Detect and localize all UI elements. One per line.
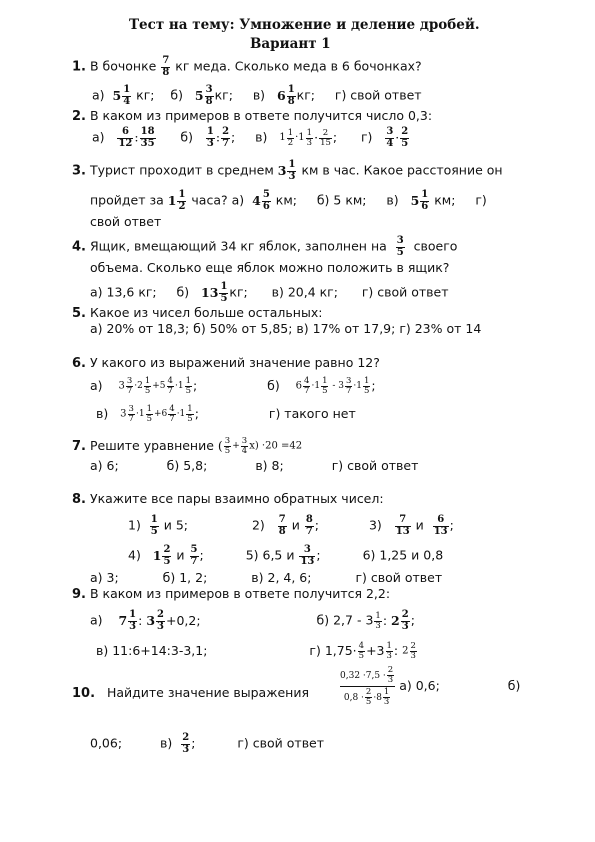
- answers-9-row1: а) 7 $\frac{1}{3}$ : 3 $\frac{2}{3}$ +0,2; б) 2,7 - 3 $\frac{1}{3}$ : 2 $\frac{2}{3}$ ;: [90, 609, 415, 632]
- answers-7: а) 6; б) 5,8; в) 8; г) свой ответ: [90, 458, 419, 473]
- answers-2: а) $\frac{6}{12}$ : $\frac{18}{35}$ б) $\frac{1}{3}$ : $\frac{2}{7}$ ; в) 1 $\frac{1}{2}$ ·1 $\frac{1}{3}$ · $\frac{2}{15}$ ; г) $\frac{3}{4}$ · $\frac{2}{5}$: [92, 126, 409, 149]
- answer-option: г) свой ответ: [334, 87, 422, 103]
- answer-label: а): [92, 87, 105, 103]
- q10-expression: 0,32 ·7,5 · $\frac{2}{3}$ 0,8 · $\frac{2}{5}$ ·8 $\frac{1}{3}$ а) 0,6; б): [340, 665, 521, 707]
- answers-8: а) 3; б) 1, 2; в) 2, 4, 6; г) свой ответ: [90, 570, 443, 585]
- question-10: 10. Найдите значение выражения: [72, 685, 309, 701]
- answers-9-row2: в) 11:6+14:3-3,1; г) 1,75· $\frac{4}{5}$ +3 $\frac{1}{3}$ : 2 $\frac{2}{3}$: [96, 641, 416, 661]
- answers-5: а) 20% от 18,3; б) 50% от 5,85; в) 17% от 17,9; г) 23% от 14: [90, 321, 482, 336]
- question-4-line2: объема. Сколько еще яблок можно положить в ящик?: [90, 260, 450, 275]
- answers-8-row2: 4) 1 $\frac{2}{5}$ и $\frac{5}{7}$ ; 5) 6,5 и $\frac{3}{13}$ ; 6) 1,25 и 0,8: [128, 544, 444, 567]
- answers-10-row2: 0,06; в) $\frac{2}{3}$ ; г) свой ответ: [90, 732, 325, 755]
- question-3-line2: пройдет за 1 $\frac{1}{2}$ часа? а) 4 $\frac{5}{6}$ км; б) 5 км; в) 5 $\frac{1}{6}$ км; г): [90, 189, 487, 212]
- question-7: 7. Решите уравнение ( $\frac{3}{5}$ + $\frac{3}{4}$ x) ·20 =42: [72, 436, 303, 456]
- worksheet-title: Тест на тему: Умножение и деление дробей.: [129, 17, 480, 33]
- question-6: 6. У какого из выражений значение равно 12?: [72, 355, 380, 371]
- question-3-line3: свой ответ: [90, 214, 162, 229]
- question-number: 1.: [72, 59, 86, 75]
- question-text: В бочонке: [89, 58, 157, 74]
- question-3: 3. Турист проходит в среднем 3 $\frac{1}{3}$ км в час. Какое расстояние он: [72, 159, 503, 182]
- answers-6-row2: в) 3 $\frac{3}{7}$ ·1 $\frac{1}{5}$ +6 $\frac{4}{7}$ ·1 $\frac{1}{5}$ ; г) такого нет: [96, 404, 356, 424]
- question-5: 5. Какое из чисел больше остальных:: [72, 305, 323, 321]
- answer-label: в): [252, 87, 266, 103]
- question-4: 4. Ящик, вмещающий 34 кг яблок, заполнен на $\frac{3}{5}$ своего: [72, 235, 458, 258]
- answers-4: а) 13,6 кг; б) 13 $\frac{1}{5}$ кг; в) 20,4 кг; г) свой ответ: [90, 281, 449, 304]
- answers-6-row1: а) 3 $\frac{3}{7}$ ·2 $\frac{1}{5}$ +5 $\frac{4}{7}$ ·1 $\frac{1}{5}$ ; б) 6 $\frac{4}{7}$ ·1 $\frac{1}{5}$ - 3 $\frac{3}{7}$ ·1 $\frac{1}{5}$ ;: [90, 376, 376, 396]
- question-2: 2. В каком из примеров в ответе получится число 0,3:: [72, 108, 433, 124]
- question-text: кг меда. Сколько меда в 6 бочонках?: [175, 58, 422, 74]
- answers-8-row1: 1) $\frac{1}{5}$ и 5; 2) $\frac{7}{8}$ и $\frac{8}{7}$ ; 3) $\frac{7}{13}$ и $\frac{6}{13}$ ;: [128, 514, 454, 537]
- question-1: [72, 56, 422, 78]
- question-9: 9. В каком из примеров в ответе получится 2,2:: [72, 586, 391, 602]
- answer-label: б): [170, 87, 183, 103]
- question-8: 8. Укажите все пары взаимно обратных чисел:: [72, 491, 384, 507]
- variant-title: Вариант 1: [250, 36, 331, 52]
- fraction: $\frac{7}{8}$: [162, 55, 170, 78]
- answers-1: а) 5 $\frac{1}{4}$ кг; б) 5 $\frac{3}{8}$ кг; в) 6 $\frac{1}{8}$ кг; г) свой ответ: [92, 84, 422, 107]
